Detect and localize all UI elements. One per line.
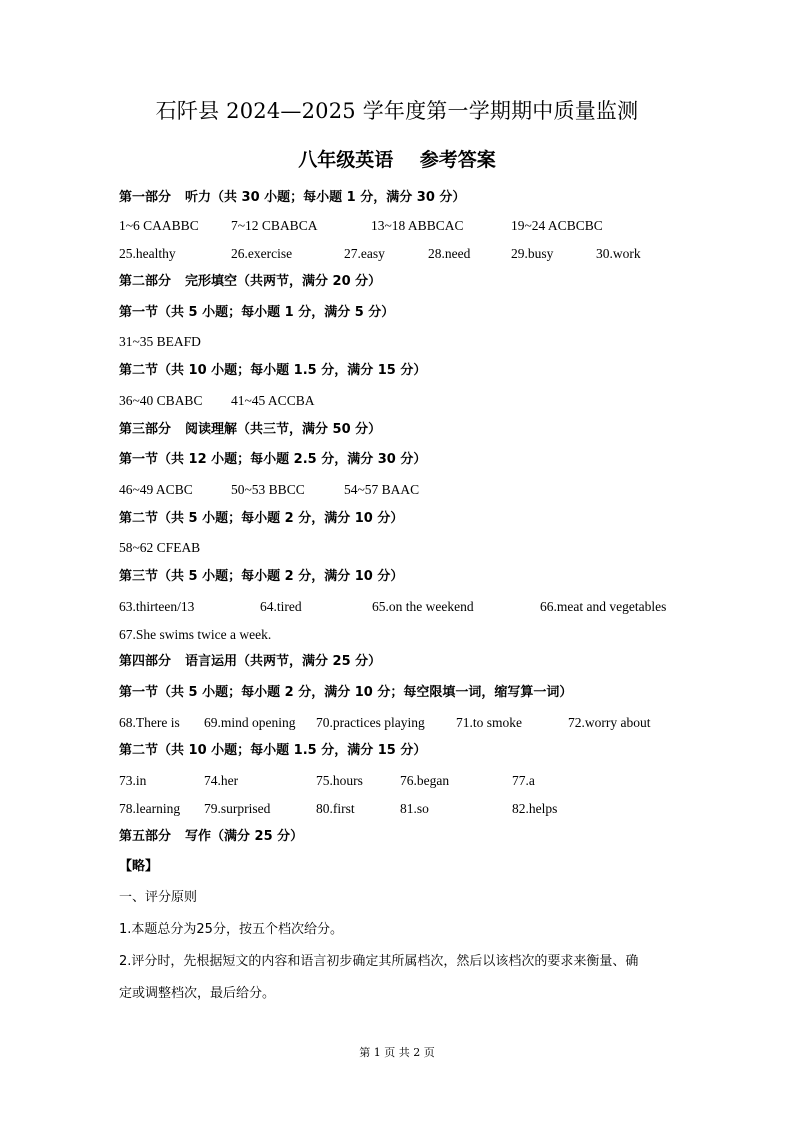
part4-section2-heading: 第二节（共 10 小题；每小题 1.5 分，满分 15 分） <box>119 743 427 758</box>
scoring-principle-2-line1: 2.评分时，先根据短文的内容和语言初步确定其所属档次，然后以该档次的要求来衡量、确 <box>119 954 639 969</box>
part4-heading: 第四部分 语言运用（共两节，满分 25 分） <box>119 654 382 669</box>
page-title: 石阡县 2024—2025 学年度第一学期期中质量监测 <box>155 99 639 123</box>
part1-heading: 第一部分 听力（共 30 小题；每小题 1 分，满分 30 分） <box>119 190 466 205</box>
scoring-principle-1: 1.本题总分为25分，按五个档次给分。 <box>119 922 343 937</box>
part3-section3-heading: 第三节（共 5 小题；每小题 2 分，满分 10 分） <box>119 569 404 584</box>
part3-section1-heading: 第一节（共 12 小题；每小题 2.5 分，满分 30 分） <box>119 452 427 467</box>
part5-omitted: 【略】 <box>119 859 159 874</box>
part3-section2-heading: 第二节（共 5 小题；每小题 2 分，满分 10 分） <box>119 511 404 526</box>
scoring-principle-heading: 一、评分原则 <box>119 890 198 905</box>
part2-section1-heading: 第一节（共 5 小题；每小题 1 分，满分 5 分） <box>119 305 395 320</box>
part4-section1-heading: 第一节（共 5 小题；每小题 2 分，满分 10 分；每空限填一词，缩写算一词） <box>119 685 573 700</box>
part2-section2-heading: 第二节（共 10 小题；每小题 1.5 分，满分 15 分） <box>119 363 427 378</box>
part2-heading: 第二部分 完形填空（共两节，满分 20 分） <box>119 274 382 289</box>
page-subtitle: 八年级英语 参考答案 <box>298 149 496 171</box>
scoring-principle-2-line2: 定或调整档次，最后给分。 <box>119 986 276 1001</box>
part5-heading: 第五部分 写作（满分 25 分） <box>119 829 304 844</box>
answer-sheet-page: 石阡县 2024—2025 学年度第一学期期中质量监测 八年级英语 参考答案 第一部分 听力（共 30 小题；每小题 1 分，满分 30 分） 1~6 CAABBC 7~12 CBABCA 13~18 ABBCAC 19~24 ACBCBC 25.healthy 26.exercise 27.easy 28.need 29.busy 30.work 第二部分 完形填空（共两节，满分 20 分） 第一节（共 5 小题；每小题 1 分，满分 5 分） 31~35 BEAFD 第二节（共 10 小题；每小题 1.5 分，满分 15 分） 36~40 CBABC 41~45 ACCBA 第三部分 阅读理解（共三节，满分 50 分） 第一节（共 12 小题；每小题 2.5 分，满分 30 分） 46~49 ACBC 50~53 BBCC 54~57 BAAC 第二节（共 5 小题；每小题 2 分，满分 10 分） 58~62 CFEAB 第三节（共 5 小题；每小题 2 分，满分 10 分） 63.thirteen/13 64.tired 65.on the weekend 66.meat and vegetables 67.She swims twice a week. 第四部分 语言运用（共两节，满分 25 分） 第一节（共 5 小题；每小题 2 分，满分 10 分；每空限填一词，缩写算一词） 68.There is 69.mind opening 70.practices playing 71.to smoke 72.worry about 第二节（共 10 小题；每小题 1.5 分，满分 15 分） 73.in 74.her 75.hours 76.began 77.a 78.learning 79.surprised 80.first 81.so 82.helps 第五部分 写作（满分 25 分） 【略】 一、评分原则 1.本题总分为25分，按五个档次给分。 2.评分时，先根据短文的内容和语言初步确定其所属档次，然后以该档次的要求来衡量、确 定或调整档次，最后给分。 第 1 页 共 2 页 <box>0 0 794 1123</box>
page-number-footer: 第 1 页 共 2 页 <box>359 1046 435 1059</box>
part3-heading: 第三部分 阅读理解（共三节，满分 50 分） <box>119 422 382 437</box>
